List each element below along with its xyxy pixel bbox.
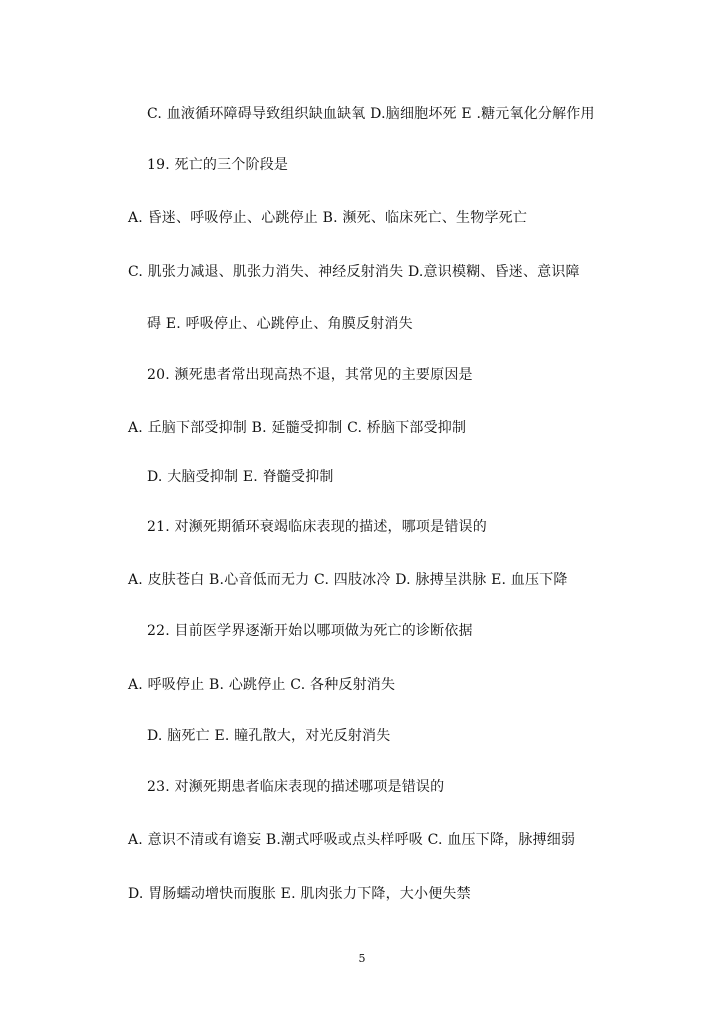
options-19-cd: C. 肌张力减退、肌张力消失、神经反射消失 D.意识模糊、昏迷、意识障 xyxy=(128,264,580,280)
options-22-de: D. 脑死亡 E. 瞳孔散大，对光反射消失 xyxy=(147,728,391,744)
options-20-de: D. 大脑受抑制 E. 脊髓受抑制 xyxy=(147,469,334,485)
options-21: A. 皮肤苍白 B.心音低而无力 C. 四肢冰冷 D. 脉搏呈洪脉 E. 血压下降 xyxy=(128,572,568,588)
options-23-de: D. 胃肠蠕动增快而腹胀 E. 肌肉张力下降，大小便失禁 xyxy=(128,886,471,902)
question-22: 22. 目前医学界逐渐开始以哪项做为死亡的诊断依据 xyxy=(147,623,473,639)
options-19-ab: A. 昏迷、呼吸停止、心跳停止 B. 濒死、临床死亡、生物学死亡 xyxy=(128,210,528,226)
page-number: 5 xyxy=(358,952,366,965)
options-19-e: 碍 E. 呼吸停止、心跳停止、角膜反射消失 xyxy=(147,316,413,332)
options-23-abc: A. 意识不清或有谵妄 B.潮式呼吸或点头样呼吸 C. 血压下降，脉搏细弱 xyxy=(128,832,576,848)
options-22-abc: A. 呼吸停止 B. 心跳停止 C. 各种反射消失 xyxy=(128,677,396,693)
question-21: 21. 对濒死期循环衰竭临床表现的描述，哪项是错误的 xyxy=(147,519,487,535)
options-20-abc: A. 丘脑下部受抑制 B. 延髓受抑制 C. 桥脑下部受抑制 xyxy=(128,420,467,436)
option-line-18-cde: C. 血液循环障碍导致组织缺血缺氧 D.脑细胞坏死 E .糖元氧化分解作用 xyxy=(147,106,595,122)
question-19: 19. 死亡的三个阶段是 xyxy=(147,157,289,173)
question-23: 23. 对濒死期患者临床表现的描述哪项是错误的 xyxy=(147,779,445,795)
question-20: 20. 濒死患者常出现高热不退，其常见的主要原因是 xyxy=(147,367,473,383)
